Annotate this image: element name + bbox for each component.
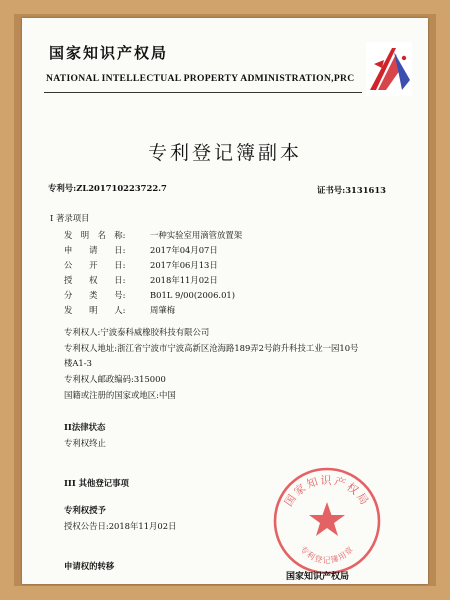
official-seal-icon	[270, 464, 384, 578]
field-value-inventor: 周肇梅	[150, 305, 176, 315]
field-label-grant-date: 授 权 日:	[64, 275, 126, 285]
patent-number: 专利号:ZL201710223722.7	[48, 183, 167, 193]
certificate-number: 证书号:3131613	[317, 185, 387, 195]
field-value-classification: B01L 9/00(2006.01)	[150, 290, 236, 300]
section-2-heading: II法律状态	[64, 422, 106, 432]
field-value-grant-date: 2018年11月02日	[150, 275, 218, 285]
org-name-cn: 国家知识产权局	[49, 44, 169, 62]
patentee: 专利权人:宁波泰科威橡胶科技有限公司	[64, 327, 210, 337]
document-title: 专利登记簿副本	[147, 142, 302, 164]
section-1-heading: I 著录项目	[50, 213, 90, 223]
cnipa-logo-icon	[364, 40, 414, 98]
patentee-address-line1: 专利权人地址:浙江省宁波市宁波高新区沧海路189弄2号韵升科技工业一园10号	[64, 343, 359, 353]
application-right-transfer: 申请权的转移	[64, 561, 115, 571]
seal-text-bottom: 专利登记簿用章	[298, 544, 356, 565]
field-label-publication-date: 公 开 日:	[64, 260, 126, 270]
field-value-title: 一种实验室用滴管放置架	[150, 230, 243, 240]
field-label-filing-date: 申 请 日:	[64, 245, 126, 255]
patentee-region: 国籍或注册的国家或地区:中国	[64, 390, 176, 400]
legal-status: 专利权终止	[64, 438, 106, 448]
field-value-filing-date: 2017年04月07日	[150, 245, 218, 255]
svg-text:专利登记簿用章	[298, 544, 355, 565]
seal-text-top: 国家知识产权局	[281, 474, 373, 509]
field-label-inventor: 发 明 人:	[64, 305, 126, 315]
patentee-postcode: 专利权人邮政编码:315000	[64, 374, 166, 384]
grant-subheading: 专利权授予	[64, 505, 106, 515]
certificate-paper	[22, 18, 428, 584]
patentee-address-line2: 楼A1-3	[64, 358, 92, 368]
field-value-publication-date: 2017年06月13日	[150, 260, 218, 270]
seal-caption: 国家知识产权局	[286, 572, 350, 582]
org-name-en: NATIONAL INTELLECTUAL PROPERTY ADMINISTRATION,PRC	[46, 73, 355, 84]
field-label-classification: 分 类 号:	[64, 290, 126, 300]
grant-announcement-date: 授权公告日:2018年11月02日	[64, 521, 177, 531]
section-3-heading: III 其他登记事项	[64, 478, 129, 488]
header-rule	[44, 92, 362, 93]
field-label-title: 发 明 名 称:	[64, 230, 126, 240]
